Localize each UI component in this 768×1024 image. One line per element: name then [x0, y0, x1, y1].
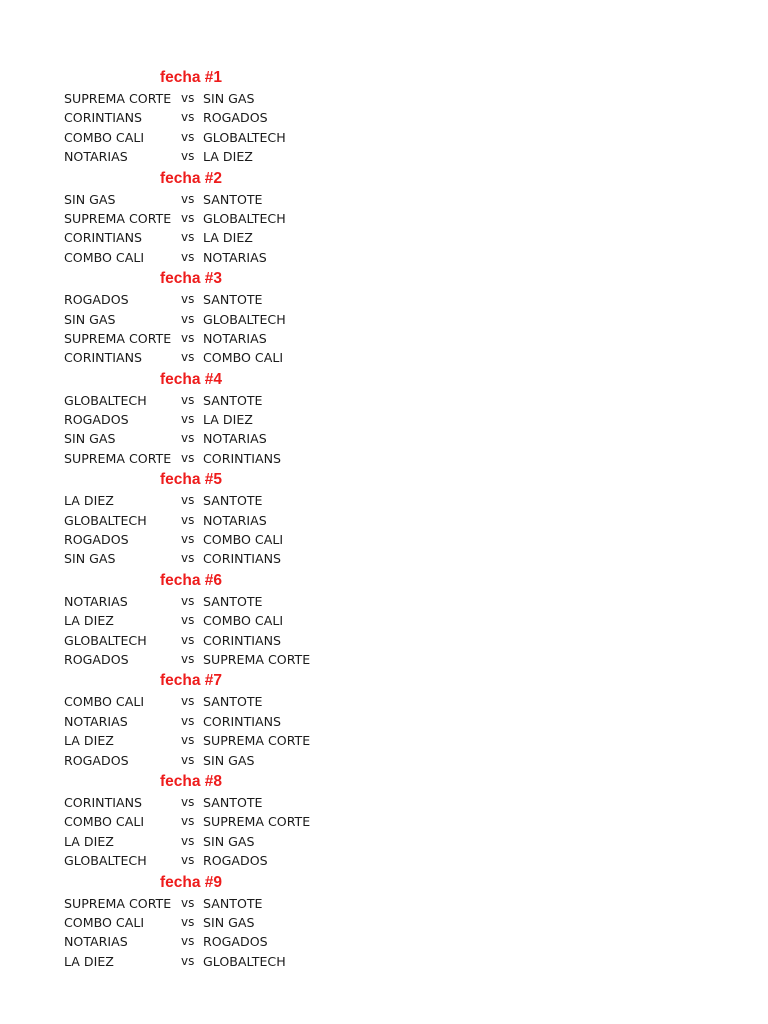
match-row [0, 712, 768, 731]
away-team: LA DIEZ [203, 230, 253, 246]
match-row [0, 549, 768, 568]
vs-label: vs [181, 110, 195, 125]
match-row [0, 611, 768, 630]
home-team: SIN GAS [64, 431, 116, 447]
match-row [0, 310, 768, 329]
away-team: ROGADOS [203, 934, 268, 950]
round-title: fecha #8 [160, 772, 223, 790]
vs-label: vs [181, 551, 195, 566]
away-team: COMBO CALI [203, 613, 284, 629]
vs-label: vs [181, 593, 195, 608]
away-team: SANTOTE [203, 794, 263, 810]
round-title: fecha #7 [160, 672, 223, 690]
match-row [0, 147, 768, 166]
home-team: SUPREMA CORTE [64, 450, 172, 466]
vs-label: vs [181, 129, 195, 144]
home-team: CORINTIANS [64, 794, 143, 810]
home-team: SUPREMA CORTE [64, 330, 172, 346]
away-team: CORINTIANS [203, 713, 282, 729]
home-team: GLOBALTECH [64, 392, 147, 408]
home-team: LA DIEZ [64, 733, 114, 749]
home-team: COMBO CALI [64, 814, 145, 830]
away-team: SIN GAS [203, 91, 255, 106]
away-team: SIN GAS [203, 833, 255, 849]
away-team: GLOBALTECH [203, 129, 286, 145]
vs-label: vs [181, 91, 195, 105]
round-block [0, 569, 768, 670]
home-team: GLOBALTECH [64, 632, 147, 648]
round-block [0, 669, 768, 770]
vs-label: vs [181, 292, 195, 307]
match-row [0, 391, 768, 410]
vs-label: vs [181, 412, 195, 427]
home-team: COMBO CALI [64, 694, 145, 710]
match-row [0, 429, 768, 448]
away-team: SIN GAS [203, 914, 255, 930]
home-team: GLOBALTECH [64, 853, 147, 869]
home-team: ROGADOS [64, 292, 129, 308]
match-row [0, 190, 768, 209]
match-row [0, 449, 768, 468]
match-row [0, 209, 768, 228]
away-team: LA DIEZ [203, 149, 253, 165]
away-team: SUPREMA CORTE [203, 651, 311, 667]
round-block [0, 66, 768, 167]
vs-label: vs [181, 613, 195, 628]
away-team: SANTOTE [203, 392, 263, 408]
match-row [0, 89, 768, 108]
home-team: ROGADOS [64, 412, 129, 428]
match-row [0, 348, 768, 367]
match-row [0, 410, 768, 429]
match-row [0, 631, 768, 650]
vs-label: vs [181, 191, 195, 206]
round-block [0, 871, 768, 972]
away-team: SANTOTE [203, 593, 263, 609]
home-team: NOTARIAS [64, 934, 128, 950]
vs-label: vs [181, 914, 195, 929]
vs-label: vs [181, 814, 195, 829]
away-team: SANTOTE [203, 895, 263, 911]
vs-label: vs [181, 733, 195, 748]
away-team: CORINTIANS [203, 632, 282, 648]
round-block [0, 368, 768, 469]
match-row [0, 128, 768, 147]
vs-label: vs [181, 311, 195, 326]
vs-label: vs [181, 532, 195, 547]
home-team: LA DIEZ [64, 613, 114, 629]
home-team: ROGADOS [64, 532, 129, 548]
home-team: NOTARIAS [64, 593, 128, 609]
round-title: fecha #4 [160, 370, 223, 388]
match-row [0, 692, 768, 711]
vs-label: vs [181, 493, 195, 508]
match-row [0, 248, 768, 267]
match-row [0, 913, 768, 932]
vs-label: vs [181, 431, 195, 446]
away-team: LA DIEZ [203, 412, 253, 428]
match-row [0, 329, 768, 348]
match-row [0, 290, 768, 309]
round-title: fecha #5 [160, 471, 223, 489]
away-team: SANTOTE [203, 191, 263, 207]
away-team: SUPREMA CORTE [203, 814, 311, 830]
match-row [0, 932, 768, 951]
home-team: NOTARIAS [64, 713, 128, 729]
round-block [0, 770, 768, 871]
vs-label: vs [181, 853, 195, 868]
round-title: fecha #6 [160, 571, 223, 589]
home-team: CORINTIANS [64, 110, 143, 126]
home-team: COMBO CALI [64, 129, 145, 145]
home-team: SIN GAS [64, 191, 116, 207]
home-team: ROGADOS [64, 752, 129, 768]
away-team: NOTARIAS [203, 330, 267, 346]
home-team: LA DIEZ [64, 953, 114, 969]
match-row [0, 108, 768, 127]
vs-label: vs [181, 694, 195, 709]
match-row [0, 832, 768, 851]
round-title: fecha #9 [160, 873, 223, 891]
vs-label: vs [181, 330, 195, 345]
away-team: NOTARIAS [203, 249, 267, 265]
match-row [0, 793, 768, 812]
home-team: ROGADOS [64, 651, 129, 667]
home-team: GLOBALTECH [64, 512, 147, 528]
home-team: SUPREMA CORTE [64, 210, 172, 226]
match-row [0, 812, 768, 831]
vs-label: vs [181, 934, 195, 949]
match-row [0, 952, 768, 971]
home-team: COMBO CALI [64, 914, 145, 930]
away-team: CORINTIANS [203, 450, 282, 466]
match-row [0, 228, 768, 247]
vs-label: vs [181, 895, 195, 910]
match-row [0, 731, 768, 750]
away-team: SIN GAS [203, 752, 255, 768]
home-team: NOTARIAS [64, 149, 128, 165]
round-title: fecha #3 [160, 270, 223, 288]
vs-label: vs [181, 230, 195, 245]
match-row [0, 530, 768, 549]
match-row [0, 491, 768, 510]
away-team: NOTARIAS [203, 431, 267, 447]
vs-label: vs [181, 249, 195, 264]
match-row [0, 851, 768, 870]
round-title: fecha #1 [160, 69, 223, 86]
away-team: GLOBALTECH [203, 210, 286, 226]
home-team: SIN GAS [64, 551, 116, 567]
vs-label: vs [181, 450, 195, 465]
round-block [0, 468, 768, 569]
away-team: NOTARIAS [203, 512, 267, 528]
away-team: SUPREMA CORTE [203, 733, 311, 749]
home-team: SUPREMA CORTE [64, 895, 172, 911]
vs-label: vs [181, 833, 195, 848]
away-team: CORINTIANS [203, 551, 282, 567]
match-row [0, 751, 768, 770]
away-team: COMBO CALI [203, 532, 284, 548]
vs-label: vs [181, 713, 195, 728]
vs-label: vs [181, 794, 195, 809]
home-team: LA DIEZ [64, 493, 114, 509]
vs-label: vs [181, 149, 195, 164]
home-team: CORINTIANS [64, 230, 143, 246]
match-row [0, 511, 768, 530]
away-team: SANTOTE [203, 493, 263, 509]
fixture-sheet [0, 66, 768, 971]
home-team: LA DIEZ [64, 833, 114, 849]
match-row [0, 592, 768, 611]
round-block [0, 167, 768, 268]
home-team: SIN GAS [64, 311, 116, 327]
vs-label: vs [181, 512, 195, 527]
match-row [0, 894, 768, 913]
vs-label: vs [181, 651, 195, 666]
home-team: SUPREMA CORTE [64, 91, 172, 106]
vs-label: vs [181, 953, 195, 968]
vs-label: vs [181, 752, 195, 767]
round-block [0, 267, 768, 368]
round-title: fecha #2 [160, 169, 223, 187]
vs-label: vs [181, 632, 195, 647]
home-team: COMBO CALI [64, 249, 145, 265]
away-team: COMBO CALI [203, 350, 284, 366]
away-team: ROGADOS [203, 853, 268, 869]
match-row [0, 650, 768, 669]
away-team: SANTOTE [203, 694, 263, 710]
vs-label: vs [181, 210, 195, 225]
away-team: GLOBALTECH [203, 311, 286, 327]
vs-label: vs [181, 350, 195, 365]
vs-label: vs [181, 392, 195, 407]
away-team: GLOBALTECH [203, 953, 286, 969]
away-team: ROGADOS [203, 110, 268, 126]
home-team: CORINTIANS [64, 350, 143, 366]
away-team: SANTOTE [203, 292, 263, 308]
